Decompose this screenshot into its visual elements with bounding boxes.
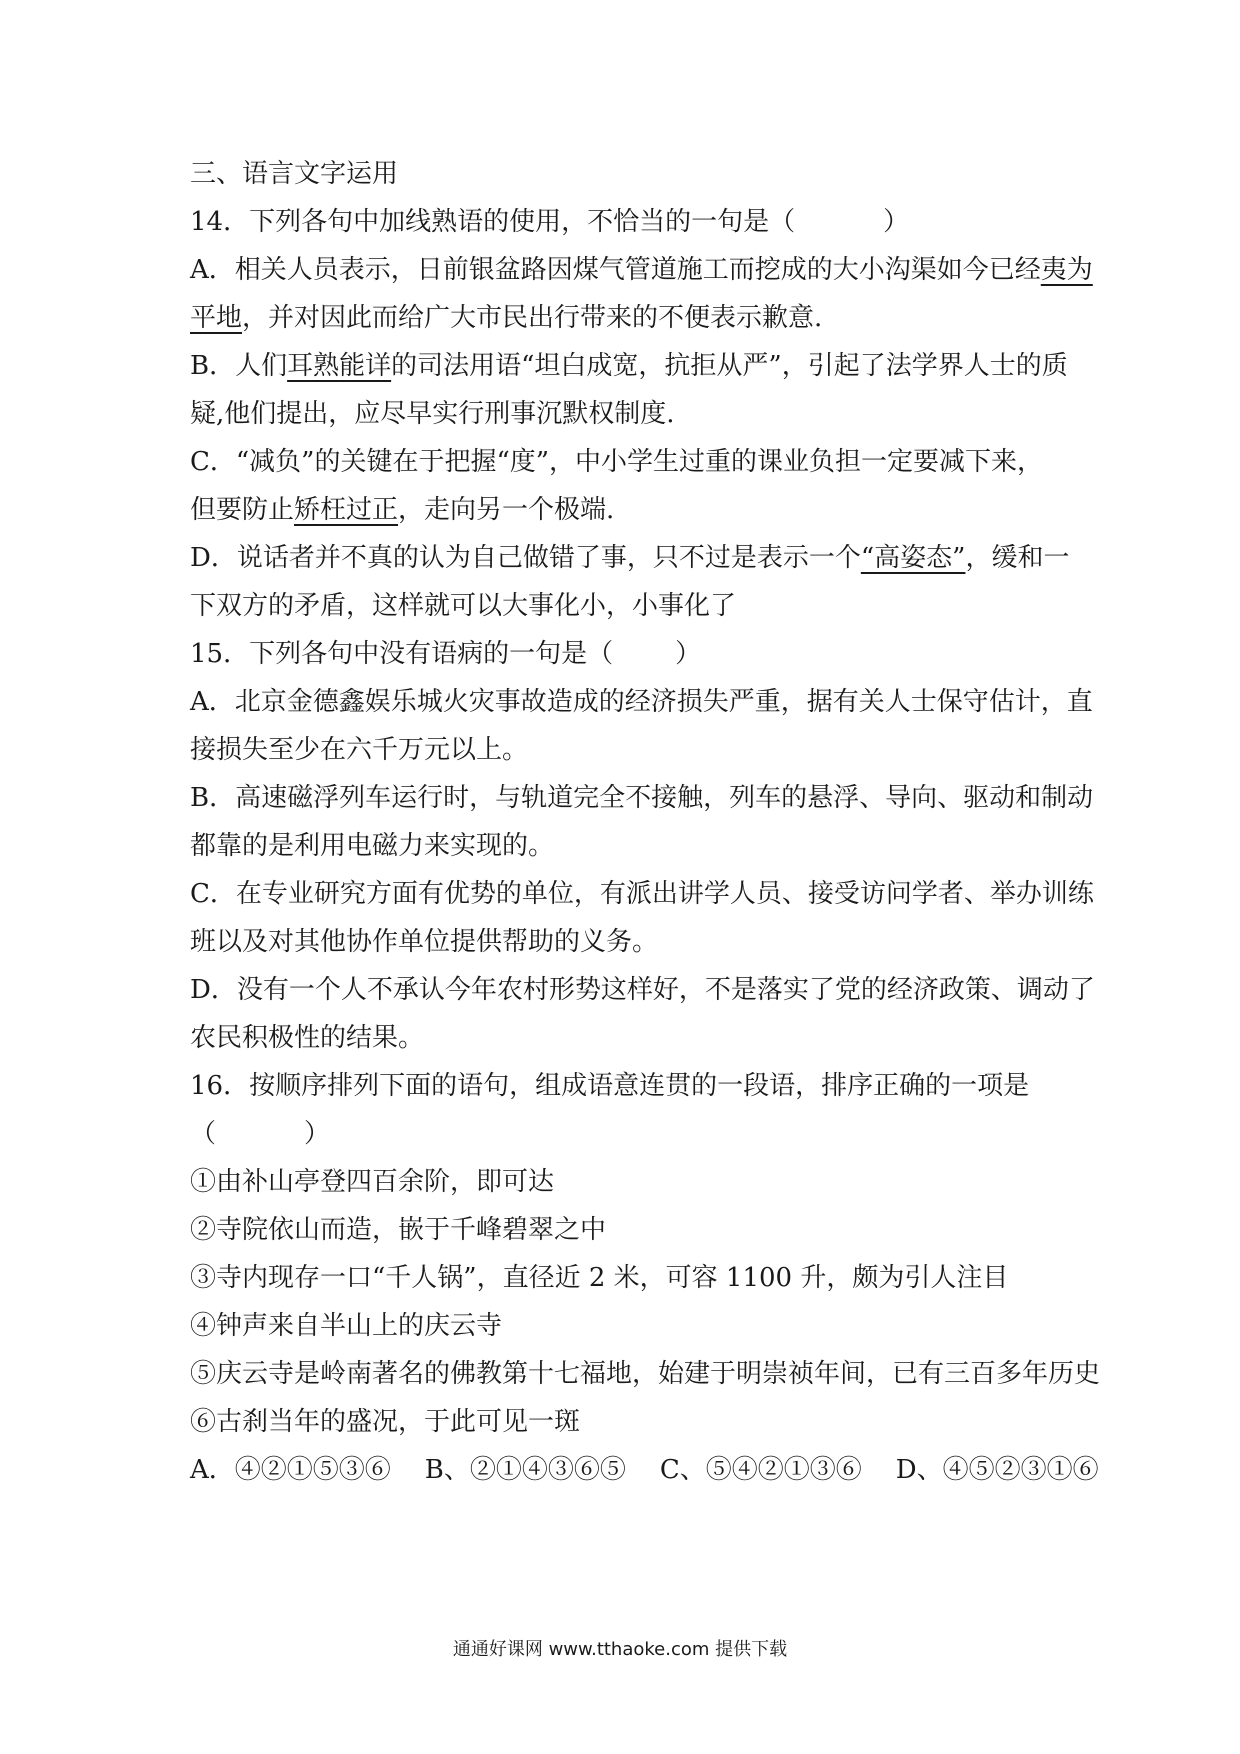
q16-option-c: C、⑤④②①③⑥ [659,1455,862,1485]
option-text: ，走向另一个极端. [398,495,615,525]
paren-open: （ [190,1119,217,1149]
q14-option-b-line1 [190,342,1070,390]
q16-option-b: B、②①④③⑥⑤ [424,1455,626,1485]
q15-option-d-line2: 农民积极性的结果。 [190,1023,425,1053]
q15-option-b-line1: B．高速磁浮列车运行时，与轨道完全不接触，列车的悬浮、导向、驱动和制动 [190,783,1094,813]
q14-stem-text: 14．下列各句中加线熟语的使用，不恰当的一句是（ [190,207,796,237]
underlined-idiom: 平地 [190,303,243,333]
q15-stem-close: ） [675,639,702,669]
q15-option-b-line2: 都靠的是利用电磁力来实现的。 [190,831,555,861]
option-text: ，缓和一 [965,543,1070,573]
q14-option-c-line2 [190,486,1070,534]
q15-option-a-line1: A．北京金德鑫娱乐城火灾事故造成的经济损失严重，据有关人士保守估计，直 [190,687,1093,717]
q16-item: ②寺院依山而造，嵌于千峰碧翠之中 [190,1215,607,1245]
q14-stem-close: ） [883,207,910,237]
q14-option-a-line1 [190,246,1093,294]
exam-page [190,150,1101,1494]
option-text: A．相关人员表示，日前银盆路因煤气管道施工而挖成的大小沟渠如今已经 [190,255,1041,285]
q14-stem [190,198,1070,246]
q16-option-d: D、④⑤②③①⑥ [895,1455,1099,1485]
q14-option-a-line2 [190,294,1070,342]
q16-item: ⑤庆云寺是岭南著名的佛教第十七福地，始建于明崇祯年间，已有三百多年历史 [190,1359,1101,1389]
q15-stem-text: 15．下列各句中没有语病的一句是（ [190,639,614,669]
underlined-idiom: “高姿态” [860,543,966,573]
option-text: D．说话者并不真的认为自己做错了事，只不过是表示一个 [190,543,861,573]
q15-option-d-line1: D．没有一个人不承认今年农村形势这样好，不是落实了党的经济政策、调动了 [190,975,1095,1005]
option-text: 但要防止 [190,495,295,525]
q16-item: ③寺内现存一口“千人锅”，直径近 2 米，可容 1100 升，颇为引人注目 [190,1263,1009,1293]
q15-stem [190,630,1070,678]
underlined-idiom: 夷为 [1040,255,1093,285]
option-text: 的司法用语“坦白成宽，抗拒从严”，引起了法学界人士的质 [391,351,1068,381]
q16-option-a: A．④②①⑤③⑥ [190,1455,391,1485]
page-footer: 通通好课网 www.tthaoke.com 提供下载 [452,1639,788,1660]
q14-option-d-line2: 下双方的矛盾，这样就可以大事化小，小事化了 [190,591,737,621]
q16-item: ④钟声来自半山上的庆云寺 [190,1311,503,1341]
q14-option-b-line2: 疑,他们提出，应尽早实行刑事沉默权制度. [190,399,675,429]
q16-stem: 16．按顺序排列下面的语句，组成语意连贯的一段语，排序正确的一项是 [190,1071,1030,1101]
q14-option-d-line1 [190,534,1070,582]
q15-option-c-line2: 班以及对其他协作单位提供帮助的义务。 [190,927,659,957]
q14-option-c-line1: C．“减负”的关键在于把握“度”，中小学生过重的课业负担一定要减下来， [190,447,1044,477]
option-text: B．人们 [190,351,288,381]
paren-close: ） [304,1119,331,1149]
q16-options [190,1446,1099,1494]
q15-option-a-line2: 接损失至少在六千万元以上。 [190,735,529,765]
q16-item: ①由补山亭登四百余阶，即可达 [190,1167,555,1197]
underlined-idiom: 耳熟能详 [287,351,392,381]
q16-answer-paren [190,1110,1070,1158]
q16-item: ⑥古刹当年的盛况，于此可见一斑 [190,1407,581,1437]
q15-option-c-line1: C．在专业研究方面有优势的单位，有派出讲学人员、接受访问学者、举办训练 [190,879,1094,909]
option-text: ，并对因此而给广大市民出行带来的不便表示歉意. [242,303,823,333]
underlined-idiom: 矫枉过正 [294,495,399,525]
section-title: 三、语言文字运用 [190,159,399,189]
